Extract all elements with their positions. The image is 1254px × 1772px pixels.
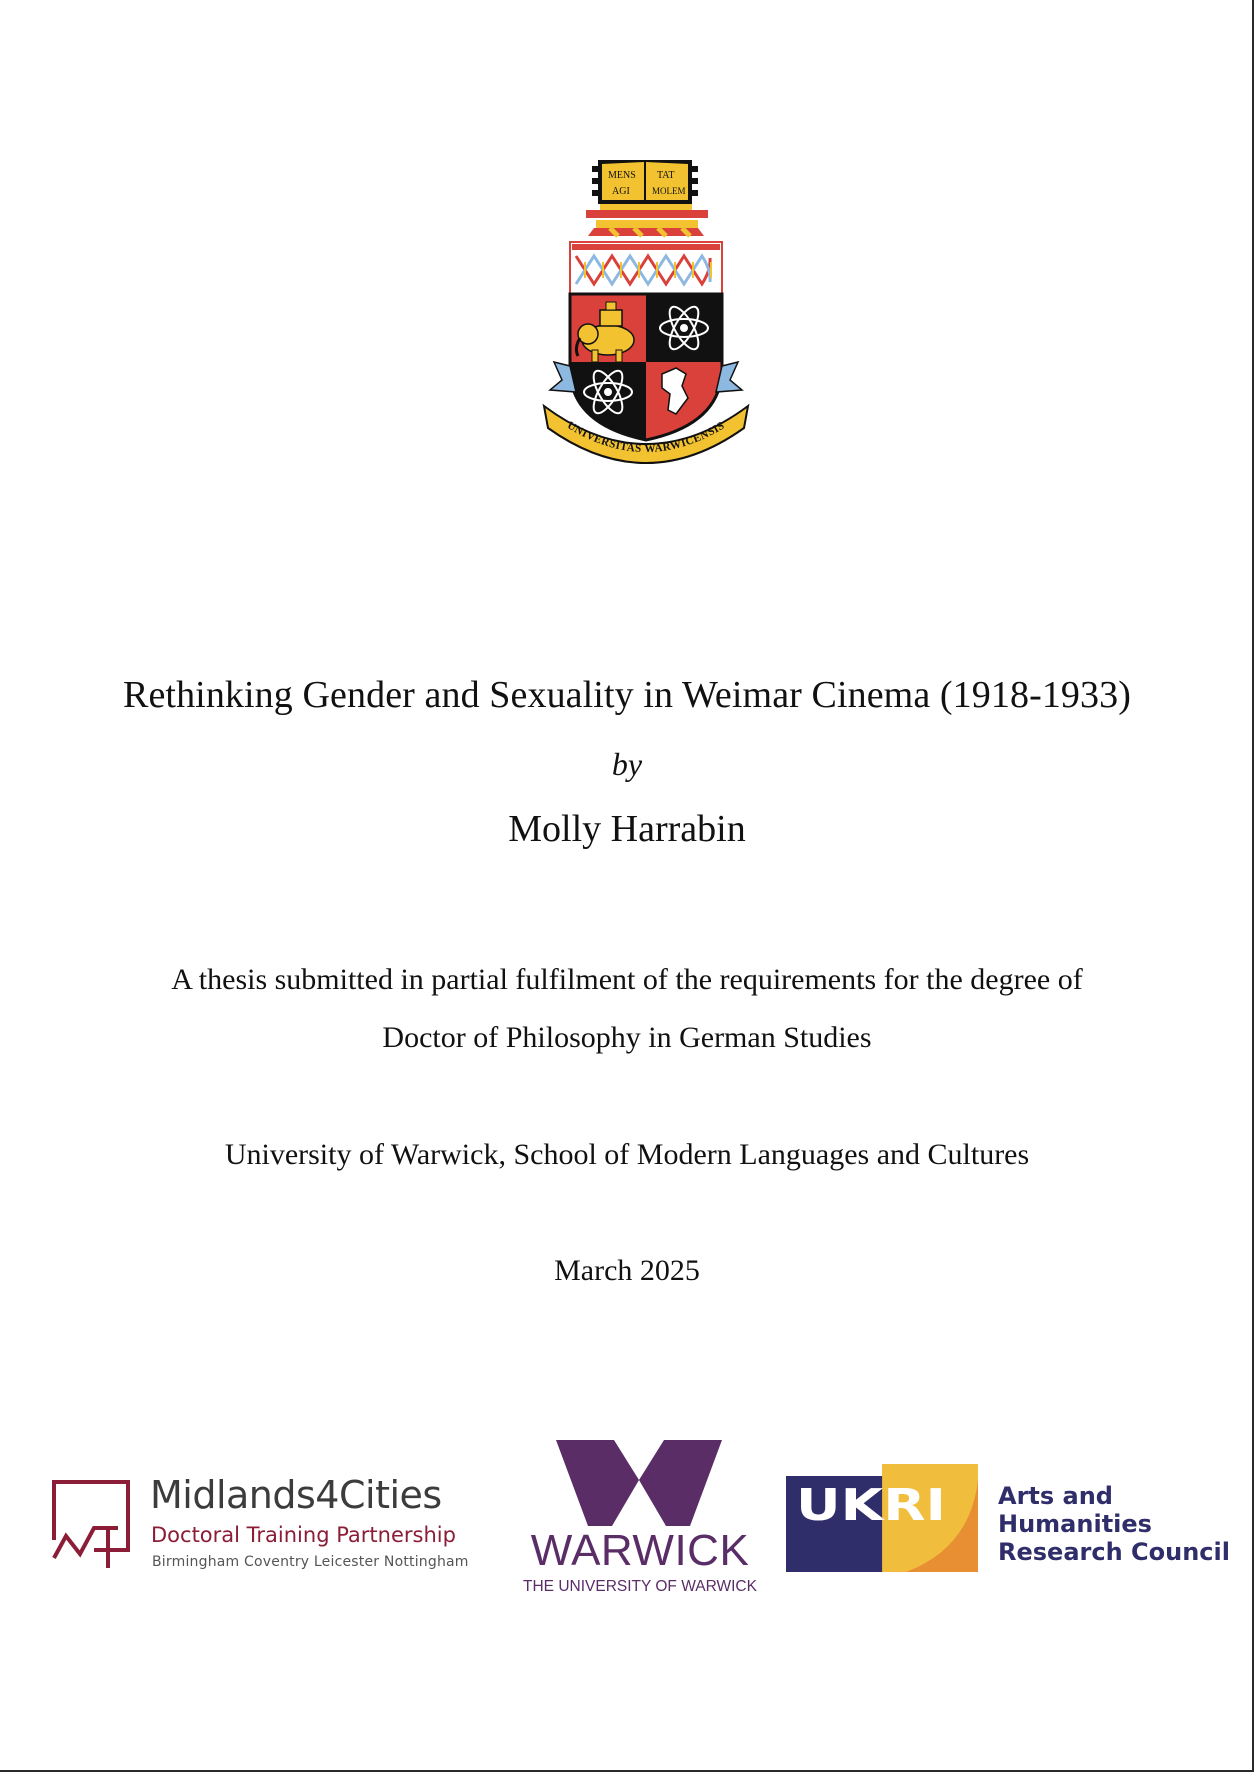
m4c-mark-icon — [52, 1478, 132, 1570]
svg-text:UNIVERSITAS WARWICENSIS: UNIVERSITAS WARWICENSIS — [565, 419, 727, 456]
m4c-subtitle: Doctoral Training Partnership — [151, 1523, 456, 1547]
svg-text:TAT: TAT — [657, 170, 675, 181]
thesis-title: Rethinking Gender and Sexuality in Weimar Cinema (1918-1933) — [123, 674, 1131, 716]
institution-name: University of Warwick, School of Modern Languages and Cultures — [224, 1138, 1030, 1171]
svg-text:UKRI: UKRI — [796, 1480, 946, 1531]
ukri-ahrc-logo — [786, 1462, 1230, 1574]
author-name: Molly Harrabin — [508, 808, 746, 850]
warwick-wordmark: WARWICK — [530, 1526, 750, 1575]
svg-text:MOLEM: MOLEM — [652, 186, 686, 196]
warwick-subtitle: THE UNIVERSITY OF WARWICK — [523, 1578, 757, 1595]
warwick-logo — [518, 1438, 762, 1598]
university-crest-logo — [536, 152, 756, 466]
degree-statement-line-2: Doctor of Philosophy in German Studies — [382, 1021, 872, 1054]
warwick-w-icon — [556, 1440, 722, 1526]
midlands4cities-logo — [52, 1473, 472, 1574]
svg-text:AGI: AGI — [612, 186, 630, 197]
ahrc-line-2: Humanities — [998, 1510, 1152, 1538]
degree-statement-line-1: A thesis submitted in partial fulfilment of the requirements for the degree of — [171, 963, 1083, 996]
by-label: by — [611, 746, 643, 782]
ukri-mark-icon — [786, 1464, 980, 1574]
svg-text:MENS: MENS — [608, 170, 636, 181]
ahrc-line-1: Arts and — [998, 1482, 1113, 1510]
m4c-cities: Birmingham Coventry Leicester Nottingham — [152, 1554, 469, 1570]
submission-date: March 2025 — [554, 1254, 700, 1287]
m4c-name: Midlands4Cities — [150, 1473, 442, 1517]
crest-book-icon — [592, 160, 698, 210]
ahrc-council-name — [998, 1482, 1230, 1566]
ahrc-line-3: Research Council — [998, 1538, 1230, 1566]
